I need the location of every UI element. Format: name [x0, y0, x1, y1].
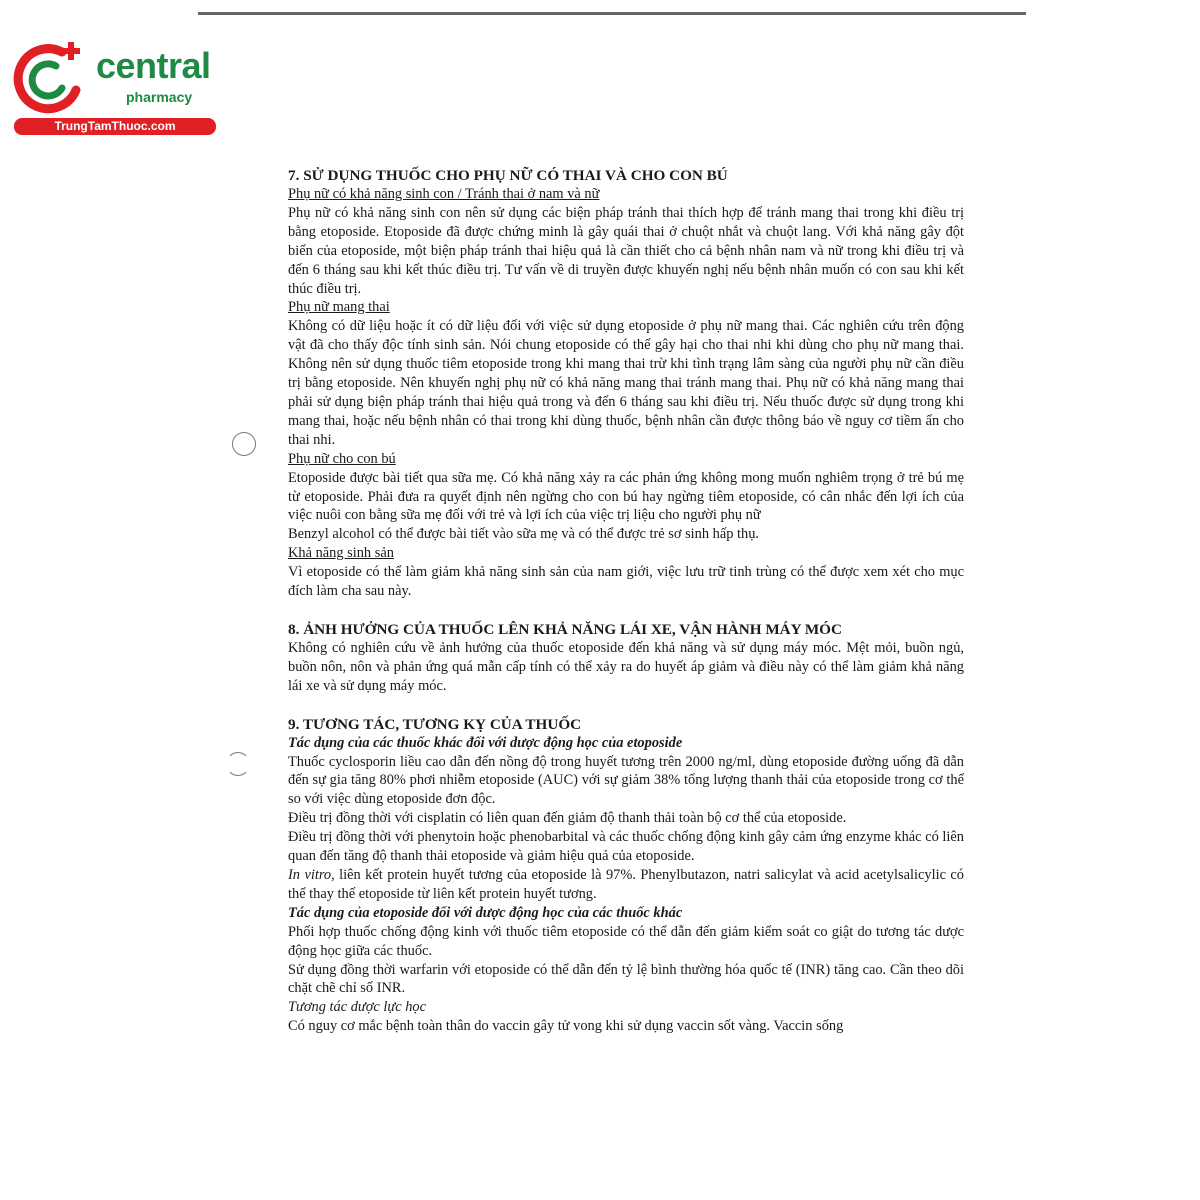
section-7-paragraph: Benzyl alcohol có thể được bài tiết vào sữa mẹ và có thể được trẻ sơ sinh hấp thụ.	[288, 526, 760, 543]
top-scan-rule	[198, 12, 1026, 15]
document-body	[288, 166, 964, 1036]
section-9-title: 9. TƯƠNG TÁC, TƯƠNG KỴ CỦA THUỐC	[288, 715, 582, 733]
section-8-paragraph: Không có nghiên cứu về ảnh hưởng của thuốc etoposide đến khả năng và sử dụng máy móc. Mệt mỏi, buồn ngủ, buồn nôn, nôn và phản ứng quá mẫn cấp tính có thể xảy ra do huyết áp giảm và điều này có thể làm giảm khả năng lái xe và sử dụng máy móc.	[288, 639, 964, 694]
section-9-paragraph: Điều trị đồng thời với phenytoin hoặc phenobarbital và các thuốc chống động kinh gây cảm ứng enzyme khác có liên quan đến tăng độ thanh thải etoposide và giảm hiệu quả của etoposide.	[288, 829, 964, 865]
section-7-subheading-contraception: Phụ nữ có khả năng sinh con / Tránh thai ở nam và nữ	[288, 186, 600, 202]
section-7-paragraph: Không có dữ liệu hoặc ít có dữ liệu đối với việc sử dụng etoposide ở phụ nữ mang thai. Các nghiên cứu trên động vật đã cho thấy độc tính sinh sản. Nói chung etoposide có thể gây hại cho thai nhi khi dùng cho phụ nữ mang thai. Không nên sử dụng thuốc tiêm etoposide trong khi mang thai trừ khi tình trạng lâm sàng của người phụ nữ cần điều trị bằng etoposide. Nên khuyến nghị phụ nữ có khả năng mang thai tránh mang thai. Phụ nữ có khả năng mang thai phải sử dụng biện pháp tránh thai hiệu quả trong và đến 6 tháng sau khi điều trị. Nếu thuốc được sử dụng trong khi mang thai, hoặc nếu bệnh nhân có thai trong khi dùng thuốc, bệnh nhân cần được thông báo về nguy cơ tiềm ẩn cho thai nhi.	[288, 318, 964, 448]
logo-url-badge: TrungTamThuoc.com	[14, 118, 216, 135]
logo-sub-name: pharmacy	[126, 89, 193, 105]
section-9-paragraph: Phối hợp thuốc chống động kinh với thuốc tiêm etoposide có thể dẫn đến giảm kiểm soát co giật do tương tác dược động học giữa các thuốc.	[288, 923, 964, 959]
section-9-subheading-pharmacodynamic: Tương tác dược lực học	[288, 999, 427, 1016]
section-9-paragraph-text: , liên kết protein huyết tương của etoposide là 97%. Phenylbutazon, natri salicylat và acid acetylsalicylic có thể thay thế etoposide từ liên kết protein huyết tương.	[288, 867, 964, 902]
section-9-paragraph: Điều trị đồng thời với cisplatin có liên quan đến giảm độ thanh thải toàn bộ cơ thể của etoposide.	[288, 810, 847, 827]
punch-hole-mark	[226, 752, 250, 776]
central-pharmacy-logo-icon	[10, 38, 92, 120]
section-7-paragraph: Phụ nữ có khả năng sinh con nên sử dụng các biện pháp tránh thai thích hợp để tránh mang thai trong khi điều trị bằng etoposide. Etoposide đã được chứng minh là gây quái thai ở chuột nhắt và chuột lang. Với khả năng gây đột biến của etoposide, một biện pháp tránh thai hiệu quả là cần thiết cho cả bệnh nhân nam và nữ trong khi điều trị và đến 6 tháng sau khi kết thúc điều trị. Tư vấn về di truyền được khuyến nghị nếu bệnh nhân muốn có con sau khi kết thúc điều trị.	[288, 204, 964, 297]
section-9-subheading-effects-on-other-drugs: Tác dụng của etoposide đối với dược động học của các thuốc khác	[288, 904, 683, 921]
section-9-paragraph: Sử dụng đồng thời warfarin với etoposide có thể dẫn đến tỷ lệ bình thường hóa quốc tế (INR) tăng cao. Cần theo dõi chặt chẽ chỉ số INR.	[288, 961, 964, 997]
section-9-paragraph: Có nguy cơ mắc bệnh toàn thân do vaccin gây tử vong khi sử dụng vaccin sốt vàng. Vaccin sống	[288, 1018, 844, 1035]
section-8-title: 8. ẢNH HƯỞNG CỦA THUỐC LÊN KHẢ NĂNG LÁI XE, VẬN HÀNH MÁY MÓC	[288, 620, 842, 638]
in-vitro-term: In vitro	[288, 867, 332, 883]
logo-brand-name: central	[96, 45, 211, 86]
section-9-paragraph: Thuốc cyclosporin liều cao dẫn đến nồng độ trong huyết tương trên 2000 ng/ml, dùng etoposide đường uống đã dẫn đến sự gia tăng 80% phơi nhiễm etoposide (AUC) với sự giảm 38% tổng lượng thanh thải của etoposide trong cơ thể so với việc dùng etoposide đơn độc.	[288, 753, 964, 808]
section-7-paragraph: Vì etoposide có thể làm giảm khả năng sinh sản của nam giới, việc lưu trữ tinh trùng có thể được xem xét cho mục đích làm cha sau này.	[288, 564, 964, 600]
punch-hole-mark	[232, 432, 256, 456]
section-7-subheading-pregnancy: Phụ nữ mang thai	[288, 299, 390, 316]
section-9-paragraph	[288, 866, 964, 904]
section-7-title: 7. SỬ DỤNG THUỐC CHO PHỤ NỮ CÓ THAI VÀ CHO CON BÚ	[288, 167, 728, 184]
central-pharmacy-logo[interactable]	[10, 38, 215, 138]
section-7-subheading-fertility: Khả năng sinh sản	[288, 545, 394, 562]
section-7-paragraph: Etoposide được bài tiết qua sữa mẹ. Có khả năng xảy ra các phản ứng không mong muốn nghiêm trọng ở trẻ bú mẹ từ etoposide. Phải đưa ra quyết định nên ngừng cho con bú hay ngừng tiêm etoposide, có cân nhắc đến lợi ích của việc nuôi con bằng sữa mẹ đối với trẻ và lợi ích của việc trị liệu cho người phụ nữ	[288, 469, 964, 524]
section-9-subheading-effects-on-etoposide: Tác dụng của các thuốc khác đối với dược động học của etoposide	[288, 734, 683, 751]
section-7-subheading-breastfeeding: Phụ nữ cho con bú	[288, 450, 396, 467]
